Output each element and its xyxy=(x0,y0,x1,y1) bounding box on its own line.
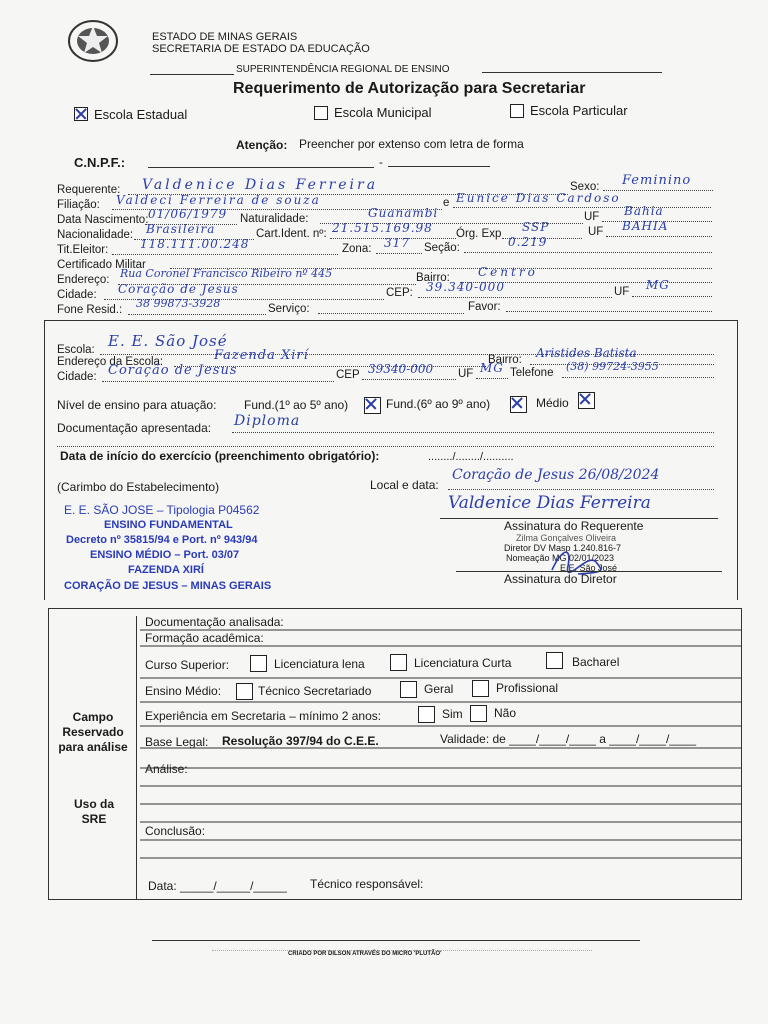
telefone-escola-value: (38) 99724-3955 xyxy=(566,360,659,373)
telefone-escola-field[interactable] xyxy=(562,377,714,378)
zona-field[interactable] xyxy=(376,253,422,254)
documentacao-label: Documentação apresentada: xyxy=(57,421,212,435)
school-stamp-line2: ENSINO FUNDAMENTAL xyxy=(104,519,233,531)
uf-cidade-value: MG xyxy=(646,278,670,292)
escola-municipal-checkbox[interactable] xyxy=(314,106,328,120)
data-analise-field[interactable]: Data: _____/_____/_____ xyxy=(148,879,287,893)
documentacao-field-2[interactable] xyxy=(57,446,714,447)
escola-particular-label: Escola Particular xyxy=(530,103,628,118)
cnpf-label: C.N.P.F.: xyxy=(74,155,126,170)
assinatura-diretor-label: Assinatura do Diretor xyxy=(504,572,617,586)
cep-value: 39.340-000 xyxy=(426,280,505,294)
endereco-value: Rua Coronel Francisco Ribeiro nº 445 xyxy=(120,267,333,280)
nivel-ensino-label: Nível de ensino para atuação: xyxy=(57,398,217,412)
bacharel-checkbox[interactable] xyxy=(546,652,563,669)
cidade-escola-field[interactable] xyxy=(102,381,334,382)
bacharel-label: Bacharel xyxy=(572,655,620,669)
fund1-checkbox[interactable] xyxy=(364,397,381,414)
director-school: E.E. São José xyxy=(560,563,618,573)
documentacao-value: Diploma xyxy=(234,413,301,429)
escola-estadual-label: Escola Estadual xyxy=(94,107,188,122)
school-stamp-line1: E. E. SÃO JOSE – Tipologia P04562 xyxy=(64,503,260,517)
cep-escola-field[interactable] xyxy=(362,379,456,380)
telefone-escola-label: Telefone xyxy=(510,367,554,379)
fone-label: Fone Resid.: xyxy=(57,304,123,316)
naturalidade-label: Naturalidade: xyxy=(240,213,309,225)
secao-value: 0.219 xyxy=(508,235,548,249)
medio-checkbox[interactable] xyxy=(578,392,595,409)
filiacao-and: e xyxy=(443,197,450,209)
cidade-escola-label: Cidade: xyxy=(57,371,97,383)
fone-value: 38 99873-3928 xyxy=(136,297,221,310)
cep-escola-label: CEP xyxy=(336,369,360,381)
uf-ident-value: BAHIA xyxy=(622,219,669,233)
escola-municipal-label: Escola Municipal xyxy=(334,105,432,120)
attention-label: Atenção: xyxy=(236,138,288,152)
resolucao-label: Resolução 397/94 do C.E.E. xyxy=(222,734,379,748)
director-role: Diretor DV Masp 1.240.816-7 xyxy=(504,543,622,553)
requerente-value: Valdenice Dias Ferreira xyxy=(142,177,379,193)
experiencia-sim-label: Sim xyxy=(442,707,463,721)
validade-field[interactable]: Validade: de ____/____/____ a ____/____/____ xyxy=(440,732,697,746)
filiacao-label: Filiação: xyxy=(57,199,100,211)
uf-escola-field[interactable] xyxy=(476,378,508,379)
titulo-eleitor-value: 118.111.00.248 xyxy=(140,237,250,251)
cart-ident-value: 21.515.169.98 xyxy=(332,221,433,235)
naturalidade-value: Guanambi xyxy=(368,206,439,220)
local-data-value: Coração de Jesus 26/08/2024 xyxy=(452,467,660,483)
licenciatura-plena-checkbox[interactable] xyxy=(250,655,267,672)
escola-particular-checkbox[interactable] xyxy=(510,104,524,118)
nacionalidade-label: Nacionalidade: xyxy=(57,229,134,241)
escola-label: Escola: xyxy=(57,344,95,356)
cep-field[interactable] xyxy=(418,297,612,298)
school-stamp-line6: CORAÇÃO DE JESUS – MINAS GERAIS xyxy=(64,580,272,592)
header-secretariat: SECRETARIA DE ESTADO DA EDUCAÇÃO xyxy=(152,43,370,55)
escola-estadual-checkbox[interactable] xyxy=(74,107,88,121)
cep-label: CEP: xyxy=(386,287,413,299)
header-superintendence: SUPERINTENDÊNCIA REGIONAL DE ENSINO xyxy=(236,64,450,75)
curso-superior-label: Curso Superior: xyxy=(145,658,230,672)
director-nomeacao: Nomeação MG 02/01/2023 xyxy=(506,553,615,563)
footer-rule xyxy=(152,940,640,941)
endereco-label: Endereço: xyxy=(57,274,110,286)
nascimento-value: 01/06/1979 xyxy=(148,207,228,221)
uf-escola-value: MG xyxy=(480,361,504,375)
documentacao-analisada-label: Documentação analisada: xyxy=(145,615,284,629)
carimbo-label: (Carimbo do Estabelecimento) xyxy=(57,480,220,494)
favor-field[interactable] xyxy=(506,311,712,312)
base-legal-label: Base Legal: xyxy=(145,735,209,749)
endereco-escola-label: Endereço da Escola: xyxy=(57,356,164,368)
local-data-field[interactable] xyxy=(448,489,714,490)
cart-ident-label: Cart.Ident. nº: xyxy=(256,228,327,240)
uf-ident-label: UF xyxy=(588,226,604,238)
uf-escola-label: UF xyxy=(458,368,474,380)
page-title: Requerimento de Autorização para Secretariar xyxy=(233,80,586,97)
licenciatura-plena-label: Licenciatura lena xyxy=(274,657,365,671)
experiencia-sim-checkbox[interactable] xyxy=(418,706,435,723)
campo-reservado-label: Campo Reservado para análise xyxy=(58,710,128,754)
header-state: ESTADO DE MINAS GERAIS xyxy=(152,31,298,43)
inicio-exercicio-label: Data de início do exercício (preenchimento obrigatório): xyxy=(60,449,380,463)
servico-field[interactable] xyxy=(318,313,464,314)
medio-label: Médio xyxy=(536,396,569,410)
profissional-label: Profissional xyxy=(496,681,559,695)
tecnico-checkbox[interactable] xyxy=(236,683,253,700)
ensino-medio-label: Ensino Médio: xyxy=(145,684,222,698)
superintendence-line-right xyxy=(482,72,662,73)
nascimento-label: Data Nascimento: xyxy=(57,214,149,226)
bairro-escola-label: Bairro: xyxy=(488,354,522,366)
nacionalidade-value: Brasileira xyxy=(146,222,216,236)
secao-label: Seção: xyxy=(424,242,460,254)
uf-naturalidade-value: Bahia xyxy=(624,204,664,218)
fone-field[interactable] xyxy=(128,314,266,315)
experiencia-nao-label: Não xyxy=(494,706,517,720)
uf-cidade-field[interactable] xyxy=(632,296,712,297)
attention-text: Preencher por extenso com letra de forma xyxy=(299,137,524,151)
experiencia-nao-checkbox[interactable] xyxy=(470,705,487,722)
licenciatura-curta-label: Licenciatura Curta xyxy=(414,656,512,670)
conclusao-label: Conclusão: xyxy=(145,824,206,838)
cnpf-digit-field[interactable] xyxy=(388,166,490,167)
tecnico-responsavel-label: Técnico responsável: xyxy=(310,877,424,891)
cnpf-dash: - xyxy=(379,157,383,169)
fund1-label: Fund.(1º ao 5º ano) xyxy=(244,398,349,412)
analysis-row-lines xyxy=(140,608,742,900)
orgao-exp-label: Órg. Exp xyxy=(456,228,502,240)
titulo-eleitor-label: Tit.Eleitor: xyxy=(57,244,109,256)
geral-label: Geral xyxy=(424,682,454,696)
geral-checkbox[interactable] xyxy=(400,681,417,698)
favor-label: Favor: xyxy=(468,301,501,313)
uso-sre-label: Uso da SRE xyxy=(73,797,114,826)
experiencia-label: Experiência em Secretaria – mínimo 2 anos: xyxy=(145,709,382,723)
mae-field[interactable] xyxy=(453,207,711,208)
uf-cidade-label: UF xyxy=(614,286,630,298)
school-stamp-line4: ENSINO MÉDIO – Port. 03/07 xyxy=(90,549,240,561)
secao-field[interactable] xyxy=(464,252,712,253)
applicant-signature: Valdenice Dias Ferreira xyxy=(448,493,651,513)
cidade-label: Cidade: xyxy=(57,289,97,301)
bairro-escola-value: Aristides Batista xyxy=(536,346,637,360)
uf-ident-field[interactable] xyxy=(606,236,712,237)
fund2-checkbox[interactable] xyxy=(510,396,527,413)
local-data-label: Local e data: xyxy=(370,478,439,492)
footer-credit: CRIADO POR DILSON ATRAVÉS DO MICRO 'PLUTÃO' xyxy=(288,951,442,957)
cnpf-field[interactable] xyxy=(148,167,374,168)
bairro-value: Centro xyxy=(478,265,538,279)
sexo-label: Sexo: xyxy=(570,181,600,193)
director-name: Zilma Gonçalves Oliveira xyxy=(516,533,617,543)
assinatura-requerente-label: Assinatura do Requerente xyxy=(504,519,644,533)
licenciatura-curta-checkbox[interactable] xyxy=(390,654,407,671)
cep-escola-value: 39340-000 xyxy=(368,362,434,376)
zona-value: 317 xyxy=(384,236,410,250)
school-stamp-line3: Decreto nº 35815/94 e Port. nº 943/94 xyxy=(66,534,258,546)
cidade-escola-value: Coração de Jesus xyxy=(108,363,238,378)
escola-value: E. E. São José xyxy=(108,332,228,350)
cidade-value: Coração de Jesus xyxy=(118,282,239,296)
certificado-militar-label: Certificado Militar xyxy=(57,259,146,271)
servico-label: Serviço: xyxy=(268,303,310,315)
uf-naturalidade-label: UF xyxy=(584,211,600,223)
fund2-label: Fund.(6º ao 9º ano) xyxy=(386,397,491,411)
school-stamp-line5: FAZENDA XIRÍ xyxy=(128,564,204,576)
mae-value: Eunice Dias Cardoso xyxy=(456,191,621,205)
zona-label: Zona: xyxy=(342,243,372,255)
pai-value: Valdeci Ferreira de souza xyxy=(116,193,321,207)
endereco-escola-value: Fazenda Xirí xyxy=(214,348,309,363)
superintendence-line-left xyxy=(150,74,234,75)
inicio-exercicio-field[interactable]: ......../......../.......... xyxy=(428,451,514,463)
formacao-academica-label: Formação acadêmica: xyxy=(145,631,264,645)
sexo-value: Feminino xyxy=(622,173,692,188)
profissional-checkbox[interactable] xyxy=(472,680,489,697)
analise-label: Análise: xyxy=(145,762,188,776)
orgao-exp-value: SSP xyxy=(522,220,550,234)
state-seal-logo xyxy=(66,18,120,64)
bairro-label: Bairro: xyxy=(416,272,450,284)
analysis-table-divider xyxy=(136,616,137,900)
requerente-label: Requerente: xyxy=(57,184,121,196)
documentacao-field[interactable] xyxy=(232,432,714,433)
titulo-eleitor-field[interactable] xyxy=(112,254,338,255)
tecnico-label: Técnico Secretariado xyxy=(258,684,372,698)
